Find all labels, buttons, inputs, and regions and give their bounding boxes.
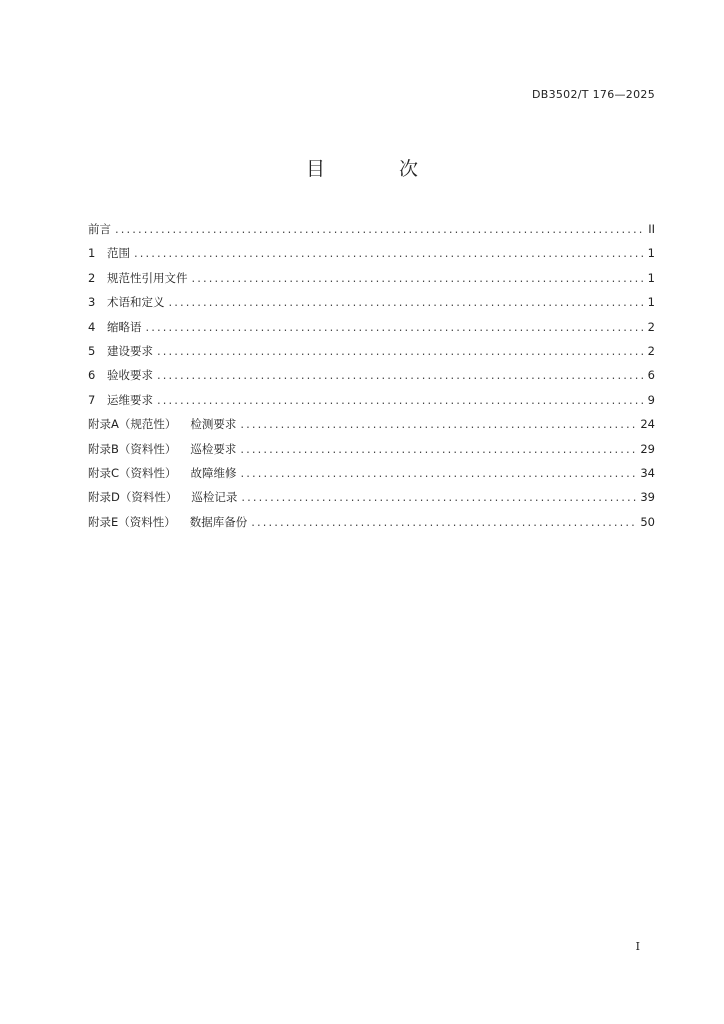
toc-entry-label: 缩略语 <box>107 319 142 334</box>
document-code: DB3502/T 176—2025 <box>531 88 655 101</box>
toc-annex-prefix: 附录B（资料性） <box>88 441 177 456</box>
toc-entry-5[interactable] <box>88 339 655 363</box>
toc-entry-number: 6 <box>88 368 96 383</box>
toc-entry-label: 建设要求 <box>107 343 153 358</box>
toc-annex-prefix: 附录E（资料性） <box>88 514 176 529</box>
toc-annex-b[interactable] <box>88 437 655 461</box>
toc-leader-dots <box>146 315 644 339</box>
toc-entry-6[interactable] <box>88 363 655 387</box>
toc-entry-page: 9 <box>647 392 655 407</box>
toc-leader-dots <box>157 363 644 387</box>
toc-leader-dots <box>169 290 644 314</box>
toc-entry-4[interactable] <box>88 315 655 339</box>
toc-entry-number: 5 <box>88 343 96 358</box>
toc-entry-label: 验收要求 <box>107 368 153 383</box>
toc-annex-a[interactable] <box>88 412 655 436</box>
toc-entry-number: 4 <box>88 319 96 334</box>
toc-entry-7[interactable] <box>88 388 655 412</box>
toc-entry-label: 规范性引用文件 <box>107 270 188 285</box>
toc-annex-title: 巡检记录 <box>191 490 238 505</box>
toc-entry-label: 运维要求 <box>107 392 153 407</box>
toc-entry-2[interactable] <box>88 266 655 290</box>
toc-annex-prefix: 附录D（资料性） <box>88 490 178 505</box>
toc-annex-prefix: 附录A（规范性） <box>88 417 177 432</box>
toc-annex-prefix: 附录C（资料性） <box>88 465 177 480</box>
toc-entry-number: 3 <box>88 295 96 310</box>
toc-entry-page: 2 <box>647 319 655 334</box>
toc-entry-page: 2 <box>647 343 655 358</box>
toc-leader-dots <box>240 437 636 461</box>
toc-leader-dots <box>157 388 644 412</box>
toc-annex-title: 数据库备份 <box>189 514 248 529</box>
toc-leader-dots <box>251 510 636 534</box>
toc-leader-dots <box>192 266 644 290</box>
toc-annex-c[interactable] <box>88 461 655 485</box>
toc-entry-page: 1 <box>647 246 655 261</box>
toc-entry-page: 34 <box>640 465 655 480</box>
toc-annex-d[interactable] <box>88 485 655 509</box>
toc-entry-page: II <box>648 222 655 236</box>
toc-annex-title: 检测要求 <box>190 417 237 432</box>
toc-entry-page: 24 <box>640 417 655 432</box>
toc-leader-dots <box>134 241 644 265</box>
toc-entry-number: 2 <box>88 270 96 285</box>
toc-entry-page: 1 <box>647 270 655 285</box>
toc-entry-foreword[interactable] <box>88 217 655 241</box>
toc-entry-page: 50 <box>640 514 655 529</box>
toc-entry-page: 29 <box>640 441 655 456</box>
toc-leader-dots <box>241 485 636 509</box>
toc-leader-dots <box>157 339 644 363</box>
toc-entry-label: 范围 <box>107 246 130 261</box>
toc-annex-title: 故障维修 <box>190 465 237 480</box>
toc-entry-label: 术语和定义 <box>107 295 165 310</box>
toc-annex-e[interactable] <box>88 510 655 534</box>
toc-entry-page: 6 <box>647 368 655 383</box>
toc-entry-3[interactable] <box>88 290 655 314</box>
toc-leader-dots <box>115 217 644 241</box>
toc-annex-title: 巡检要求 <box>190 441 237 456</box>
toc-entry-1[interactable] <box>88 241 655 265</box>
toc-entry-number: 1 <box>88 246 96 261</box>
toc-entry-label: 前言 <box>88 222 111 236</box>
table-of-contents <box>88 217 655 534</box>
page-number: I <box>635 940 640 953</box>
toc-entry-page: 1 <box>647 295 655 310</box>
page-title: 目 次 <box>305 158 453 180</box>
toc-leader-dots <box>240 412 636 436</box>
toc-entry-page: 39 <box>640 490 655 505</box>
toc-leader-dots <box>241 461 637 485</box>
toc-entry-number: 7 <box>88 392 96 407</box>
